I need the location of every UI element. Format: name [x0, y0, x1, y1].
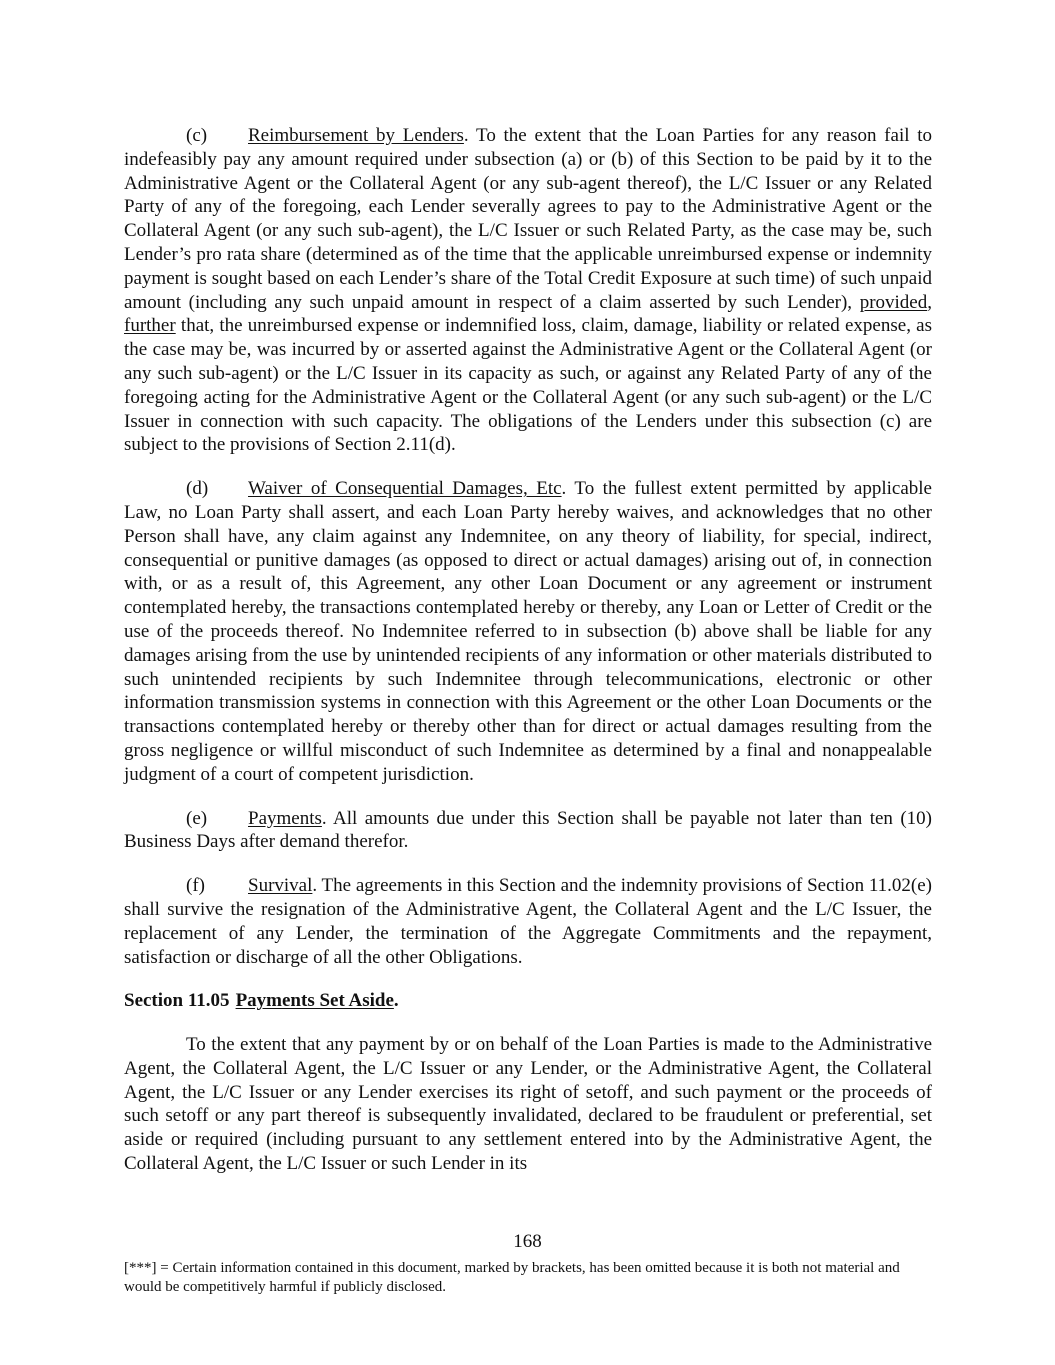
paragraph-text: . All amounts due under this Section shall be payable not later than ten (10) Business Days after demand therefor. [124, 807, 932, 853]
paragraph-title: Survival [248, 875, 313, 897]
paragraph-title: Waiver of Consequential Damages, Etc [248, 478, 562, 500]
paragraph-label: (d) [186, 478, 209, 500]
paragraph-text: . To the fullest extent permitted by applicable Law, no Loan Party shall assert, and each Loan Party hereby waives, and acknowledges that no other Person shall have, any claim against any Indemnitee, on any theory of liability, for special, indirect, consequential or punitive damages (as opposed to direct or actual damages) arising out of, in connection with, or as a result of, this Agreement, any other Loan Document or any agreement or instrument contemplated hereby, the transactions contemplated hereby or thereby, any Loan or Letter of Credit or the use of the proceeds thereof. No Indemnitee referred to in subsection (b) above shall be liable for any damages arising from the use by unintended recipients of any information or other materials distributed to such unintended recipients by such Indemnitee through telecommunications, electronic or other information transmission systems in connection with this Agreement or the other Loan Documents or the transactions contemplated hereby or thereby other than for direct or actual damages resulting from the gross negligence or willful misconduct of such Indemnitee as determined by a final and nonappealable judgment of a court of competent jurisdiction. [124, 478, 932, 785]
paragraph-e [124, 807, 932, 855]
paragraph-d [124, 477, 932, 786]
section-title-period: . [393, 990, 399, 1012]
paragraph-text-continued: that, the unreimbursed expense or indemnified loss, claim, damage, liability or related expense, as the case may be, was incurred by or asserted against the Administrative Agent or the Collateral Agent (or any such sub-agent) or the L/C Issuer in its capacity as such, or against any Related Party of any of the foregoing acting for the Administrative Agent or the Collateral Agent (or any such sub-agent) or the L/C Issuer in connection with such capacity. The obligations of the Lenders under this subsection (c) are subject to the provisions of Section 2.11(d). [124, 315, 932, 456]
paragraph-label: (e) [186, 807, 208, 829]
page-number: 168 [513, 1231, 542, 1252]
section-number: Section 11.05 [124, 990, 230, 1012]
paragraph-label: (f) [186, 875, 205, 897]
paragraph-text: . The agreements in this Section and the indemnity provisions of Section 11.02(e) shall survive the resignation of the Administrative Agent, the Collateral Agent and the L/C Issuer, the replacement of any Lender, the termination of the Aggregate Commitments and the repayment, satisfaction or discharge of all the other Obligations. [124, 875, 932, 968]
paragraph-text: To the extent that any payment by or on behalf of the Loan Parties is made to the Administrative Agent, the Collateral Agent, the L/C Issuer or any Lender, or the Administrative Agent, the Collateral Agent, the L/C Issuer or any Lender exercises its right of setoff, and such payment or the proceeds of such setoff or any part thereof is subsequently invalidated, declared to be fraudulent or preferential, set aside or required (including pursuant to any settlement entered into by the Administrative Agent, the Collateral Agent, the L/C Issuer or such Lender in its [124, 1034, 932, 1175]
paragraph-11-05 [124, 1033, 932, 1176]
paragraph-label: (c) [186, 125, 208, 146]
paragraph-text: . To the extent that the Loan Parties for any reason fail to indefeasibly pay any amount required under subsection (a) or (b) of this Section to be paid by it to the Administrative Agent or the Collateral Agent (or any sub-agent thereof), the L/C Issuer or any Related Party of any of the foregoing, each Lender severally agrees to pay to the Administrative Agent or the Collateral Agent (or any such sub-agent), the L/C Issuer or such Related Party, as the case may be, such Lender’s pro rata share (determined as of the time that the applicable unreimbursed expense or indemnity payment is sought based on each Lender’s share of the Total Credit Exposure at such time) of such unpaid amount (including any such unpaid amount in respect of a claim asserted by such Lender), [124, 125, 932, 313]
document-body [124, 124, 932, 1196]
paragraph-f [124, 874, 932, 969]
section-heading [124, 989, 932, 1013]
comma-separator: , [927, 291, 932, 313]
paragraph-title: Reimbursement by Lenders [248, 125, 464, 146]
provided-term: provided [859, 291, 928, 313]
section-title: Payments Set Aside [235, 990, 394, 1012]
further-term: further [124, 315, 176, 337]
paragraph-c [124, 124, 932, 457]
confidentiality-footnote: [***] = Certain information contained in this document, marked by brackets, has been omitted because it is both not material and would be competitively harmful if publicly disclosed. [124, 1260, 900, 1295]
paragraph-title: Payments [248, 807, 322, 829]
